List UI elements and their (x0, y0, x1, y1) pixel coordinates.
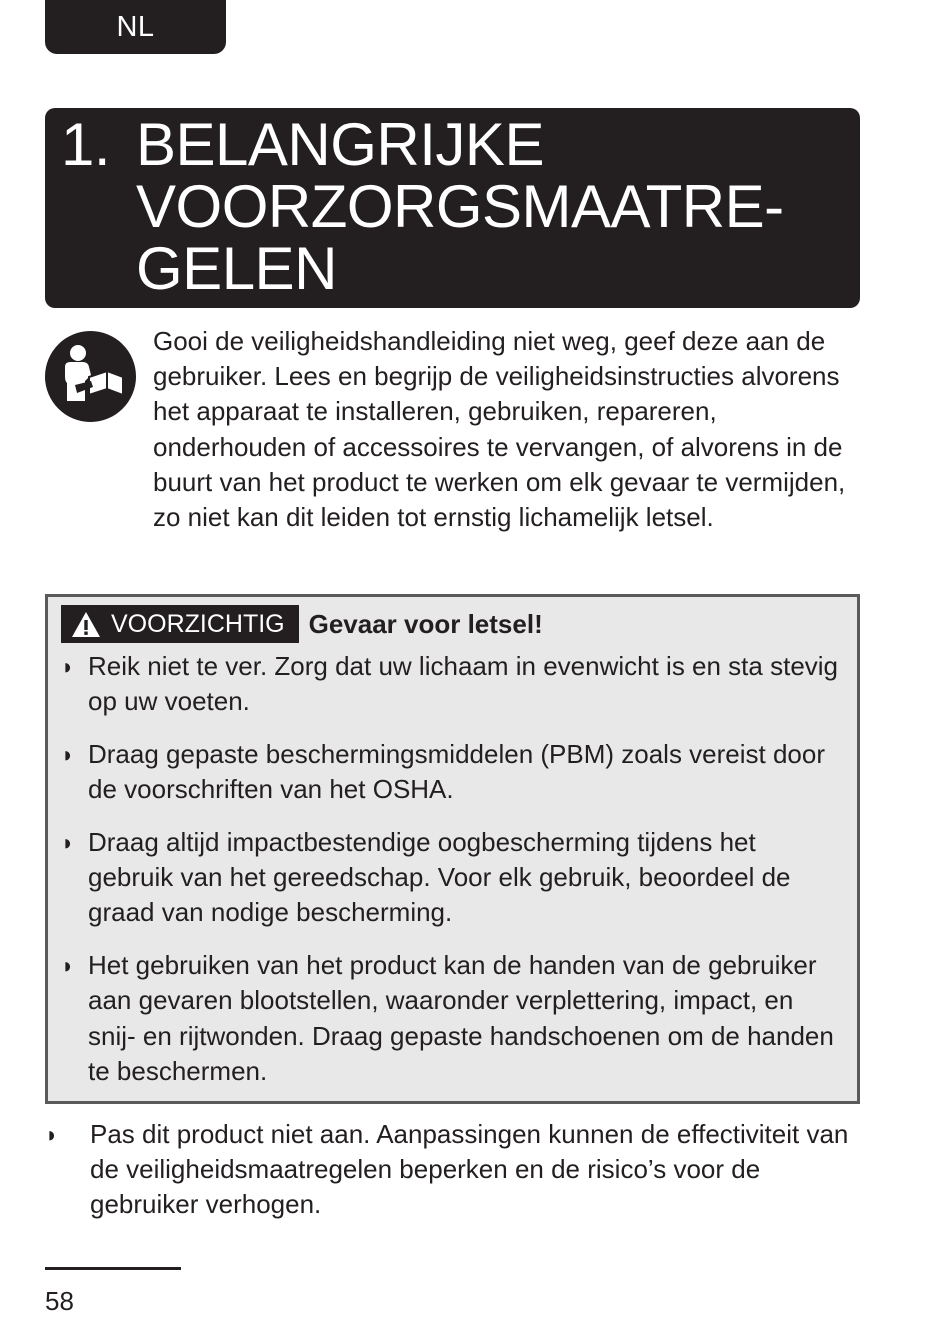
caution-header (61, 605, 543, 643)
bullet-icon: ◗ (61, 830, 75, 855)
bullet-icon: ◗ (61, 654, 75, 679)
warning-triangle-icon (71, 611, 101, 638)
section-title-line: VOORZORGSMAATRE- (136, 173, 784, 240)
list-item (48, 737, 857, 807)
list-item (48, 948, 857, 1089)
section-title-box (45, 108, 860, 308)
list-item-text: Reik niet te ver. Zorg dat uw lichaam in evenwicht is en sta stevig op uw voeten. (88, 651, 839, 717)
section-number: 1. (61, 111, 111, 178)
list-item (48, 649, 857, 719)
bullet-icon: ◗ (61, 742, 75, 767)
list-item-text: Draag gepaste beschermingsmiddelen (PBM) zoals vereist door de voorschriften van het OSHA. (88, 739, 826, 805)
caution-label-text: VOORZICHTIG (111, 609, 285, 638)
bullet-icon: ◗ (45, 1122, 59, 1147)
section-title-line: GELEN (136, 235, 337, 302)
list-item-text: Draag altijd impactbestendige oogbescherming tijdens het gebruik van het gereedschap. Voor elk gebruik, beoordeel de graad van nodige bescherming. (88, 827, 791, 928)
caution-box (45, 594, 860, 1104)
language-label: NL (116, 10, 155, 43)
list-item-text: Pas dit product niet aan. Aanpassingen kunnen de effectiviteit van de veiligheidsmaatregelen beperken en de risico’s voor de gebruiker verhogen. (90, 1119, 849, 1220)
list-item (48, 825, 857, 931)
read-manual-icon (45, 331, 136, 422)
section-title-line: BELANGRIJKE (136, 111, 544, 178)
caution-label (61, 605, 299, 643)
caution-list (48, 649, 857, 1107)
page-number: 58 (45, 1286, 74, 1316)
bullet-icon: ◗ (61, 953, 75, 979)
footer-divider (45, 1267, 181, 1270)
section-title (61, 111, 844, 302)
caution-title: Gevaar voor letsel! (308, 608, 543, 639)
language-tab (45, 0, 226, 54)
bottom-list (45, 1117, 860, 1223)
list-item (45, 1117, 860, 1223)
list-item-text: Het gebruiken van het product kan de handen van de gebruiker aan gevaren blootstellen, waaronder verplettering, impact, en snij- en rijtwonden. Draag gepaste handschoenen om de handen te beschermen. (88, 950, 834, 1086)
intro-text: Gooi de veiligheidshandleiding niet weg, geef deze aan de gebruiker. Lees en begrijp de veiligheidsinstructies alvorens het apparaat te installeren, gebruiken, repareren, onderhouden of accessoires te vervangen, of alvorens in de buurt van het product te werken om elk gevaar te vermijden, zo niet kan dit leiden tot ernstig lichamelijk letsel. (153, 326, 846, 533)
